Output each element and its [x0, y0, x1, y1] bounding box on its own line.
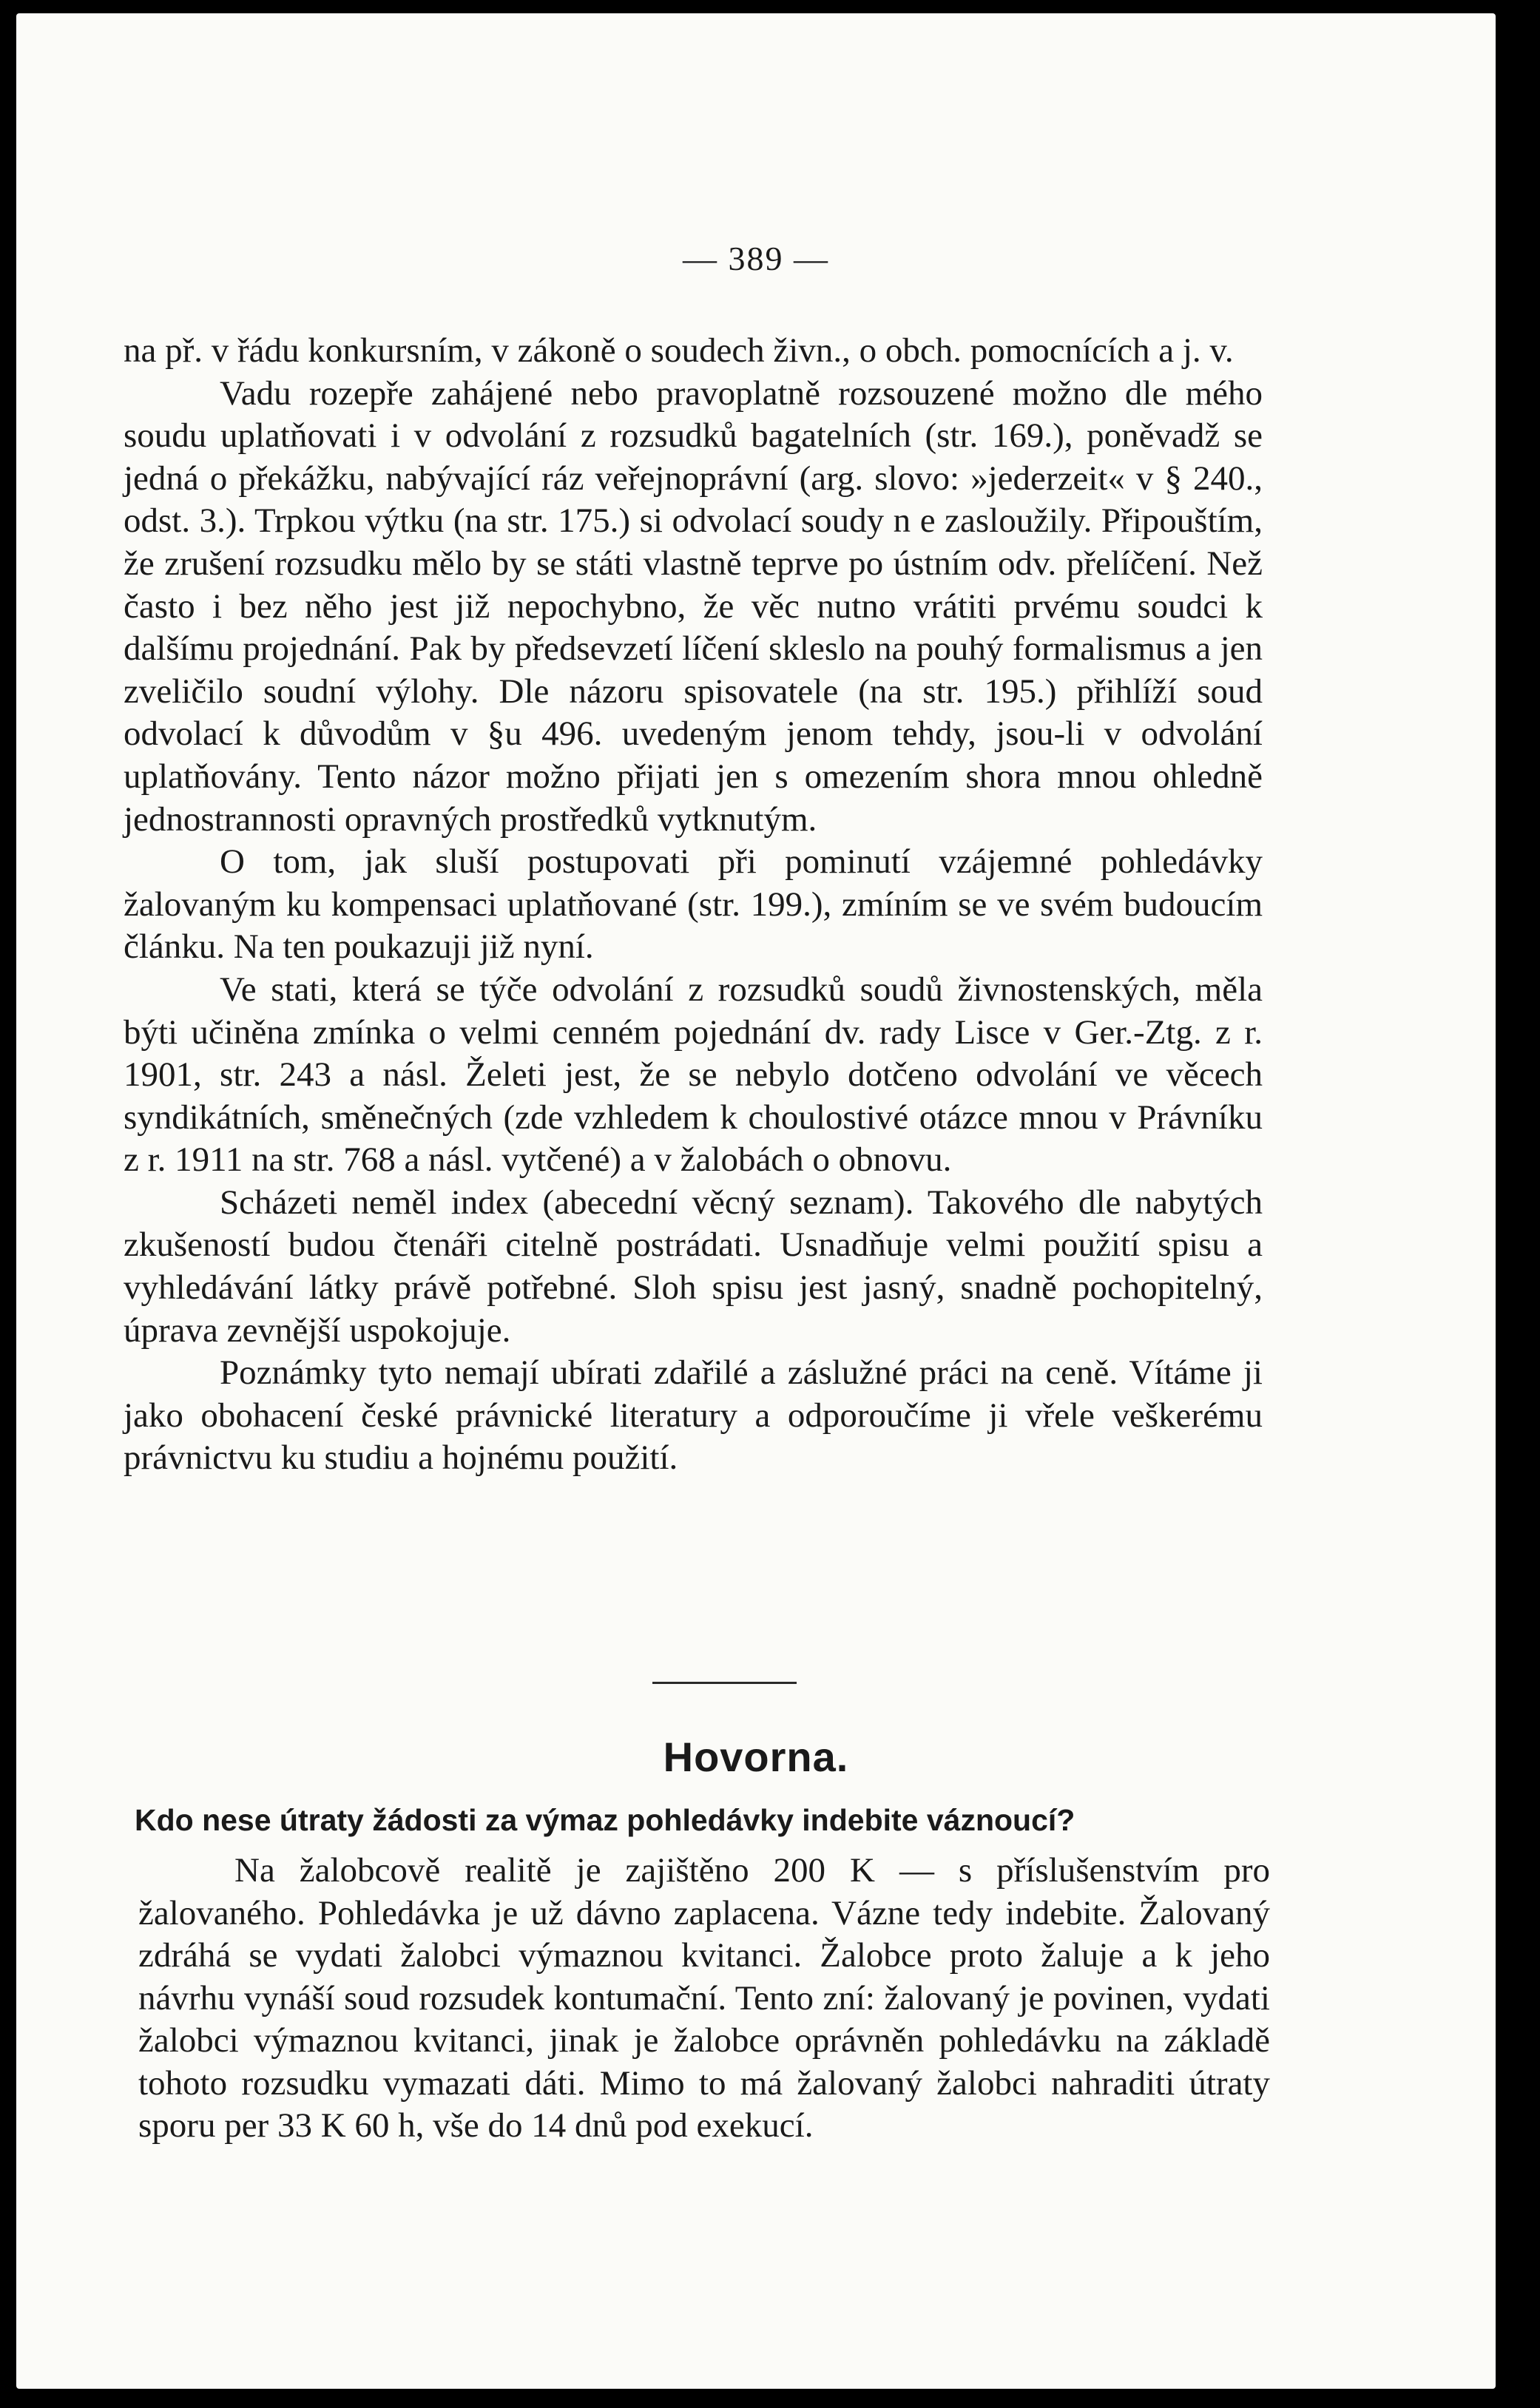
answer-paragraph: Na žalobcově realitě je zajištěno 200 K — s příslušenstvím pro žalovaného. Pohledávka je už dávno zaplacena. Vázne tedy indebite. Žalovaný zdráhá se vydati žalobci výmaznou kvitanci. Žalobce proto žaluje a k jeho návrhu vynáší soud rozsudek kontumační. Tento zní: žalovaný je povinen, vydati žalobci výmaznou kvitanci, jinak je žalobce oprávněn pohledávku na základě tohoto rozsudku vymazati dáti. Mimo to má žalovaný žalobci nahraditi útraty sporu per 33 K 60 h, vše do 14 dnů pod exekucí. [138, 1851, 1270, 2145]
section-divider [652, 1682, 797, 1684]
answer-text [138, 1850, 1270, 2148]
question-heading: Kdo nese útraty žádosti za výmaz pohledávky indebite váznoucí? [135, 1803, 1075, 1837]
review-text [124, 330, 1263, 1480]
paragraph: Scházeti neměl index (abecední věcný seznam). Takového dle nabytých zkušeností budou čtenáři citelně postrádati. Usnadňuje velmi použití spisu a vyhledávání látky právě potřebné. Sloh spisu jest jasný, snadně pochopitelný, úprava zevnější uspokojuje. [124, 1183, 1263, 1350]
paragraph: Poznámky tyto nemají ubírati zdařilé a záslužné práci na ceně. Vítáme ji jako obohacení české právnické literatury a odporoučíme ji vřele veškerému právnictvu ku studiu a hojnému použití. [124, 1353, 1263, 1478]
paragraph: Ve stati, která se týče odvolání z rozsudků soudů živnostenských, měla býti učiněna zmínka o velmi cenném pojednání dv. rady Lisce v Ger.-Ztg. z r. 1901, str. 243 a násl. Želeti jest, že se nebylo dotčeno odvolání ve věcech syndikátních, směnečných (zde vzhledem k choulostivé otázce mnou v Právníku z r. 1911 na str. 768 a násl. vytčené) a v žalobách o obnovu. [124, 970, 1263, 1180]
paragraph: Vadu rozepře zahájené nebo pravoplatně rozsouzené možno dle mého soudu uplatňovati i v odvolání z rozsudků bagatelních (str. 169.), poněvadž se jedná o překážku, nabývající ráz veřejnoprávní (arg. slovo: »jederzeit« v § 240., odst. 3.). Trpkou výtku (na str. 175.) si odvolací soudy n e zasloužily. Připouštím, že zrušení rozsudku mělo by se státi vlastně teprve po ústním odv. přelíčení. Než často i bez něho jest již nepochybno, že věc nutno vrátiti prvému soudci k dalšímu projednání. Pak by předsevzetí líčení skleslo na pouhý formalismus a jen zveličilo soudní výlohy. Dle názoru spisovatele (na str. 195.) přihlíží soud odvolací k důvodům v §u 496. uvedeným jenom tehdy, jsou-li v odvolání uplatňovány. Tento názor možno přijati jen s omezením shora mnou ohledně jednostrannosti opravných prostředků vytknutým. [124, 373, 1263, 839]
paragraph: O tom, jak sluší postupovati při pominutí vzájemné pohledávky žalovaným ku kompensaci uplatňované (str. 199.), zmíním se ve svém budoucím článku. Na ten poukazuji již nyní. [124, 842, 1263, 967]
section-heading: Hovorna. [663, 1734, 849, 1780]
paragraph-continuation: na př. v řádu konkursním, v zákoně o soudech živn., o obch. pomocnících a j. v. [124, 331, 1234, 370]
page-number: — 389 — [683, 240, 829, 277]
book-page [16, 13, 1496, 2389]
